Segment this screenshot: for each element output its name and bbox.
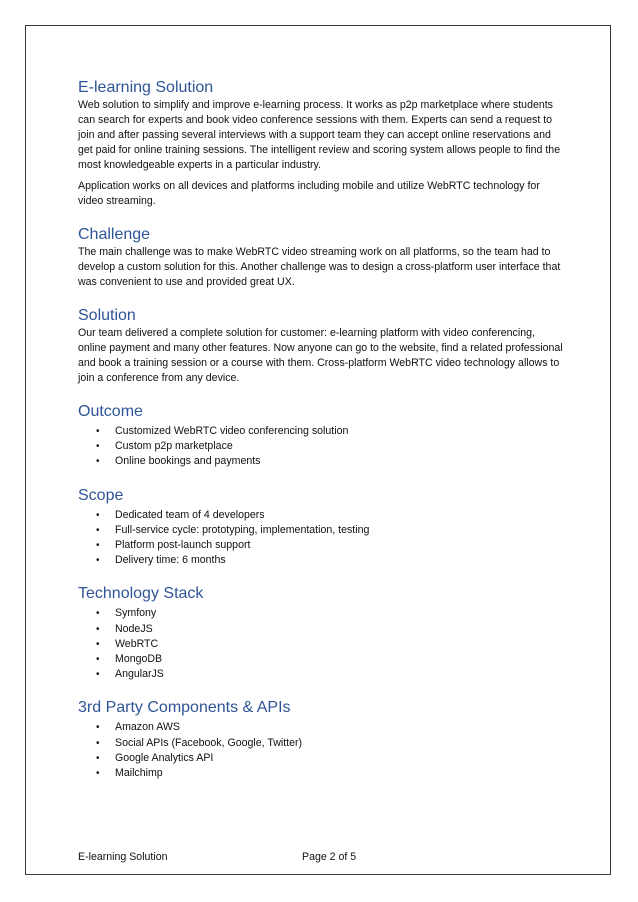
bullet-icon: • <box>96 555 100 567</box>
bullet-icon: • <box>96 441 100 453</box>
challenge-paragraph: The main challenge was to make WebRTC video streaming work on all platforms, so the team had to develop a custom solution for this. Another challenge was to design a cross-platform user interface that was convenient to use and provided great UX. <box>78 246 561 288</box>
list-item: • Delivery time: 6 months <box>78 553 566 568</box>
section-outcome <box>78 402 566 470</box>
section-heading-outcome: Outcome <box>78 403 143 420</box>
section-challenge <box>78 225 566 290</box>
list-item: • Google Analytics API <box>78 751 566 766</box>
intro-paragraph-2: Application works on all devices and platforms including mobile and utilize WebRTC technology for video streaming. <box>78 180 540 207</box>
list-item: • AngularJS <box>78 667 566 682</box>
bullet-icon: • <box>96 722 100 734</box>
outcome-list <box>78 424 566 470</box>
bullet-icon: • <box>96 654 100 666</box>
list-item: • Platform post-launch support <box>78 538 566 553</box>
section-solution <box>78 306 566 386</box>
section-heading-scope: Scope <box>78 486 124 504</box>
third-party-list <box>78 720 566 781</box>
bullet-icon: • <box>96 608 100 620</box>
list-item: • Dedicated team of 4 developers <box>78 508 566 523</box>
list-item: • Amazon AWS <box>78 720 566 735</box>
list-item: • NodeJS <box>78 622 566 637</box>
list-item: • Symfony <box>78 606 566 621</box>
list-item: • Custom p2p marketplace <box>78 439 566 454</box>
bullet-icon: • <box>96 524 100 536</box>
intro-paragraph-1: Web solution to simplify and improve e-learning process. It works as p2p marketplace where students can search for experts and book video conference sessions with them. Experts can send a request to join and after passing several interviews with a support team they can accept online reservations and get paid for online training sessions. The intelligent review and scoring system allows people to find the most knowledgeable experts in a particular industry. <box>78 99 561 171</box>
bullet-icon: • <box>96 509 100 521</box>
bullet-icon: • <box>96 623 100 635</box>
bullet-icon: • <box>96 737 100 749</box>
document-body <box>78 78 566 781</box>
section-intro <box>78 78 566 209</box>
list-item: • WebRTC <box>78 637 566 652</box>
list-item: • Full-service cycle: prototyping, implementation, testing <box>78 523 566 538</box>
bullet-icon: • <box>96 638 100 650</box>
technology-list <box>78 606 566 682</box>
footer-page-number: Page 2 of 5 <box>302 851 357 863</box>
bullet-icon: • <box>96 768 100 780</box>
bullet-icon: • <box>96 426 100 437</box>
section-heading-challenge: Challenge <box>78 226 151 243</box>
section-heading-intro: E-learning Solution <box>78 79 214 96</box>
list-item: • Customized WebRTC video conferencing solution <box>78 424 566 439</box>
bullet-icon: • <box>96 456 100 468</box>
section-heading-technology-stack: Technology Stack <box>78 585 204 603</box>
bullet-icon: • <box>96 752 100 764</box>
bullet-icon: • <box>96 540 100 552</box>
section-third-party <box>78 698 566 781</box>
scope-list <box>78 508 566 569</box>
list-item: • MongoDB <box>78 652 566 667</box>
section-heading-solution: Solution <box>78 307 136 324</box>
bullet-icon: • <box>96 669 100 681</box>
list-item: • Social APIs (Facebook, Google, Twitter) <box>78 736 566 751</box>
solution-paragraph: Our team delivered a complete solution for customer: e-learning platform with video conferencing, online payment and many other features. Now anyone can go to the website, find a related professional and book a training session or a course with them. Cross-platform WebRTC video technology allows to join a conference from any device. <box>78 327 563 384</box>
list-item: • Mailchimp <box>78 766 566 781</box>
section-scope <box>78 486 566 569</box>
section-technology-stack <box>78 584 566 682</box>
section-heading-third-party: 3rd Party Components & APIs <box>78 699 291 717</box>
footer-title: E-learning Solution <box>78 851 168 863</box>
list-item: • Online bookings and payments <box>78 454 566 469</box>
